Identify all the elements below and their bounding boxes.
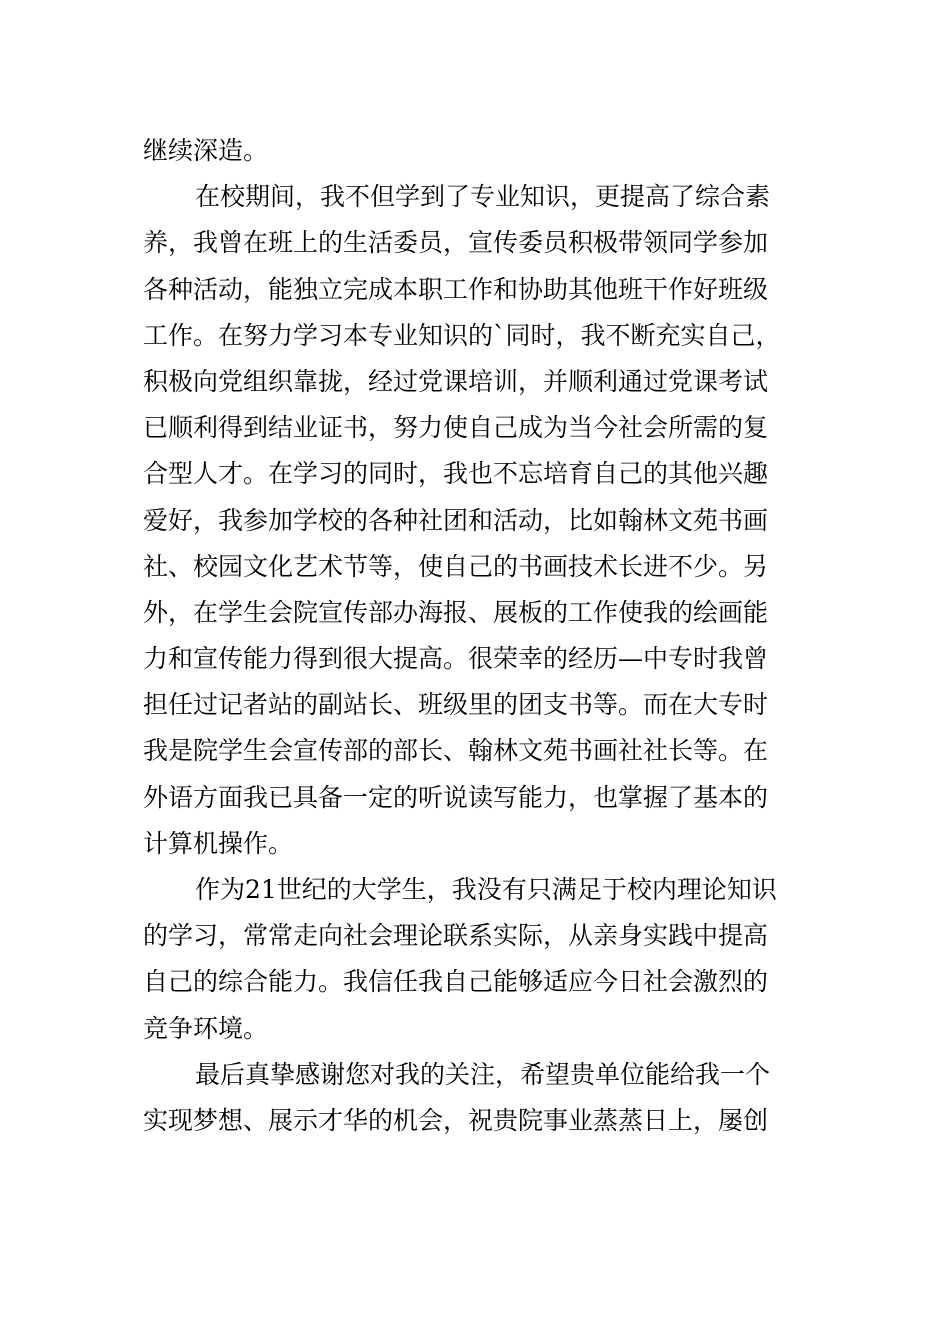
paragraph-start-line: 最后真挚感谢您对我的关注，希望贵单位能给我一个: [195, 1059, 771, 1089]
text-line: 外，在学生会院宣传部办海报、展板的工作使我的绘画能: [143, 597, 769, 627]
text-line: 各种活动，能独立完成本职工作和协助其他班干作好班级: [143, 274, 769, 304]
text-line: 计算机操作。: [143, 828, 294, 858]
text-line: 担任过记者站的副站长、班级里的团支书等。而在大专时: [143, 690, 769, 720]
text-line: 我是院学生会宣传部的部长、翰林文苑书画社社长等。在: [143, 736, 769, 766]
text-line: 爱好，我参加学校的各种社团和活动，比如翰林文苑书画: [143, 505, 769, 535]
text-line: 的学习，常常走向社会理论联系实际，从亲身实践中提高: [143, 921, 769, 951]
paragraph-start-line: 作为21世纪的大学生，我没有只满足于校内理论知识: [195, 875, 777, 904]
text-line: 已顺利得到结业证书，努力使自己成为当今社会所需的复: [143, 413, 769, 443]
text-line: 竞争环境。: [143, 1013, 269, 1043]
text-line: 社、校园文化艺术节等，使自己的书画技术长进不少。另: [143, 551, 769, 581]
paragraph-start-line: 在校期间，我不但学到了专业知识，更提高了综合素: [195, 182, 771, 212]
text-line: 力和宣传能力得到很大提高。很荣幸的经历—中专时我曾: [143, 644, 769, 674]
text-line: 外语方面我已具备一定的听说读写能力，也掌握了基本的: [143, 782, 769, 812]
text-line: 继续深造。: [143, 136, 269, 165]
text-line: 养，我曾在班上的生活委员，宣传委员积极带领同学参加: [143, 228, 769, 258]
body-text: [143, 128, 813, 1144]
text-line: 积极向党组织靠拢，经过党课培训，并顺利通过党课考试: [143, 366, 769, 396]
text-line: 自己的综合能力。我信任我自己能够适应今日社会激烈的: [143, 967, 769, 997]
text-line: 实现梦想、展示才华的机会，祝贵院事业蒸蒸日上，屡创: [143, 1105, 769, 1135]
text-line: 合型人才。在学习的同时，我也不忘培育自己的其他兴趣: [143, 459, 769, 489]
text-line: 工作。在努力学习本专业知识的`同时，我不断充实自己，: [143, 320, 781, 350]
